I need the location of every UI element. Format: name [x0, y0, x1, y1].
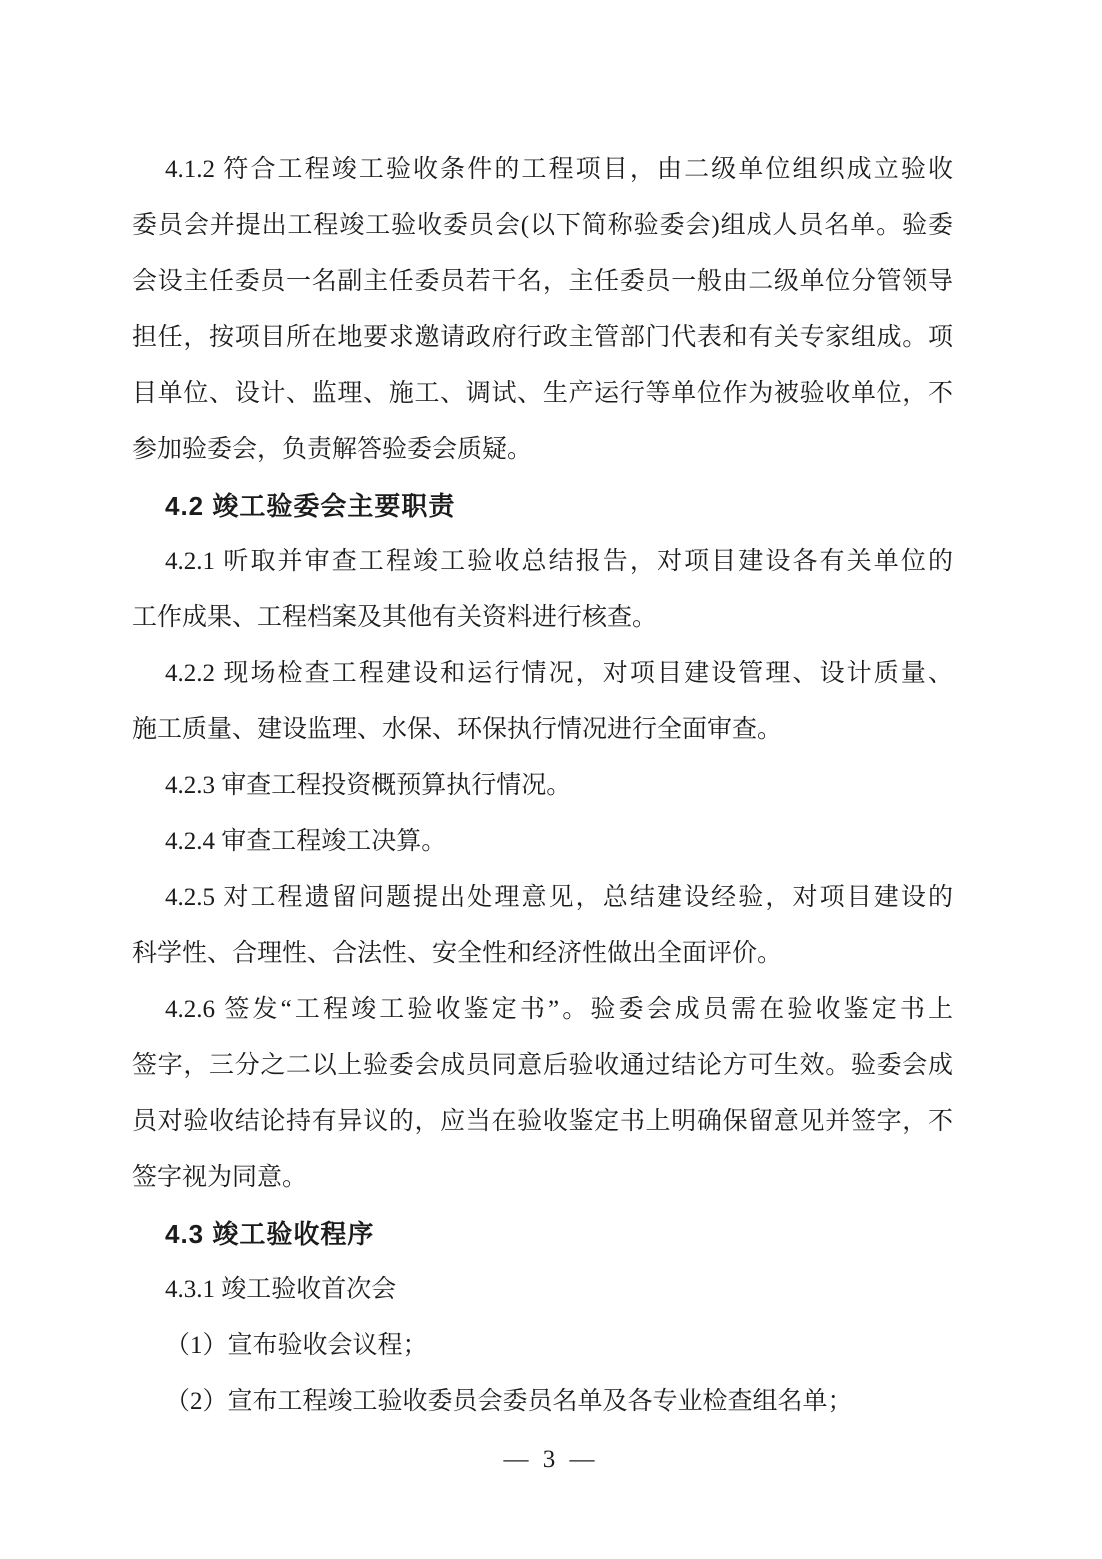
heading-4-2 — [132, 478, 953, 534]
text-line: 委员会并提出工程竣工验收委员会(以下简称验委会)组成人员名单。验委 — [132, 212, 953, 239]
text-line: 员对验收结论持有异议的，应当在验收鉴定书上明确保留意见并签字，不 — [132, 1108, 953, 1135]
text-line: 会设主任委员一名副主任委员若干名，主任委员一般由二级单位分管领导 — [132, 268, 953, 295]
list-item-2 — [132, 1374, 953, 1430]
text-line: 签字视为同意。 — [132, 1164, 308, 1191]
text-line: 参加验委会，负责解答验委会质疑。 — [132, 436, 533, 463]
text-line: 4.2.3 审查工程投资概预算执行情况。 — [165, 772, 572, 799]
para-4-3-1 — [132, 1262, 953, 1318]
text-line: 4.3 竣工验收程序 — [165, 1219, 375, 1249]
para-4-2-5 — [132, 870, 953, 982]
text-line: 4.2.6 签发“工程竣工验收鉴定书”。验委会成员需在验收鉴定书上 — [165, 996, 953, 1023]
para-4-1-2 — [132, 142, 953, 478]
text-line: 4.2.4 审查工程竣工决算。 — [165, 828, 447, 855]
text-line: 4.2.2 现场检查工程建设和运行情况，对项目建设管理、设计质量、 — [165, 660, 953, 687]
text-line: 4.1.2 符合工程竣工验收条件的工程项目，由二级单位组织成立验收 — [165, 156, 953, 183]
para-4-2-2 — [132, 646, 953, 758]
text-line: 工作成果、工程档案及其他有关资料进行核查。 — [132, 604, 658, 631]
para-4-2-6 — [132, 982, 953, 1206]
text-line: 4.2 竣工验委会主要职责 — [165, 491, 456, 521]
text-line: 施工质量、建设监理、水保、环保执行情况进行全面审查。 — [132, 716, 783, 743]
text-line: 科学性、合理性、合法性、安全性和经济性做出全面评价。 — [132, 940, 783, 967]
text-line: 担任，按项目所在地要求邀请政府行政主管部门代表和有关专家组成。项 — [132, 324, 953, 351]
heading-4-3 — [132, 1206, 953, 1262]
page-number: — 3 — — [503, 1446, 599, 1473]
text-line: 4.2.5 对工程遗留问题提出处理意见，总结建设经验，对项目建设的 — [165, 884, 953, 911]
list-item-1 — [132, 1318, 953, 1374]
para-4-2-3 — [132, 758, 953, 814]
text-body — [132, 142, 953, 1430]
text-line: （2）宣布工程竣工验收委员会委员名单及各专业检查组名单； — [165, 1388, 853, 1415]
text-line: 4.2.1 听取并审查工程竣工验收总结报告，对项目建设各有关单位的 — [165, 548, 953, 575]
text-line: 签字，三分之二以上验委会成员同意后验收通过结论方可生效。验委会成 — [132, 1052, 953, 1079]
para-4-2-1 — [132, 534, 953, 646]
text-line: （1）宣布验收会议程； — [165, 1332, 428, 1359]
text-line: 4.3.1 竣工验收首次会 — [165, 1276, 397, 1303]
text-line: 目单位、设计、监理、施工、调试、生产运行等单位作为被验收单位，不 — [132, 380, 953, 407]
para-4-2-4 — [132, 814, 953, 870]
